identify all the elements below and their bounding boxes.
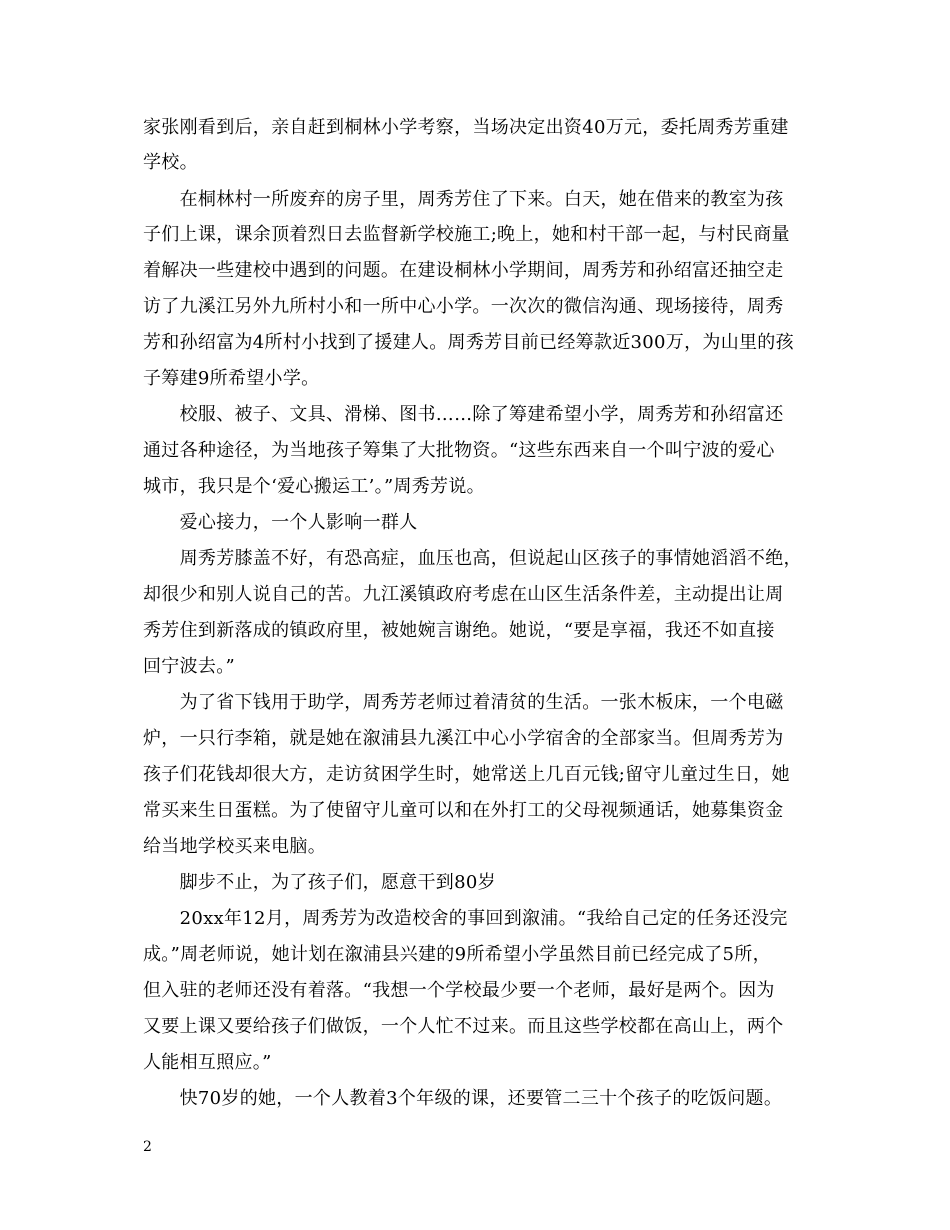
text-line: 为了省下钱用于助学，周秀芳老师过着清贫的生活。一张木板床，一个电磁 xyxy=(143,692,784,713)
text-line: 回宁波去。” xyxy=(143,656,236,677)
text-line: 在桐林村一所废弃的房子里，周秀芳住了下来。白天，她在借来的教室为孩 xyxy=(143,189,784,210)
section-heading: 爱心接力，一个人影响一群人 xyxy=(143,512,418,533)
text-line: 常买来生日蛋糕。为了使留守儿童可以和在外打工的父母视频通话，她募集资金 xyxy=(143,800,784,821)
page-number: 2 xyxy=(143,1139,152,1155)
text-line: 子们上课，课余顶着烈日去监督新学校施工;晚上，她和村干部一起，与村民商量 xyxy=(143,224,790,245)
text-line: 城市，我只是个‘爱心搬运工’。”周秀芳说。 xyxy=(143,476,485,497)
text-line: 炉，一只行李箱，就是她在溆浦县九溪江中心小学宿舍的全部家当。但周秀芳为 xyxy=(143,728,784,749)
text-line: 子筹建9所希望小学。 xyxy=(143,368,320,389)
text-line: 又要上课又要给孩子们做饭，一个人忙不过来。而且这些学校都在高山上，两个 xyxy=(143,1016,784,1037)
text-line: 给当地学校买来电脑。 xyxy=(143,836,326,857)
text-line: 着解决一些建校中遇到的问题。在建设桐林小学期间，周秀芳和孙绍富还抽空走 xyxy=(143,260,784,281)
text-line: 孩子们花钱却很大方，走访贫困学生时，她常送上几百元钱;留守儿童过生日，她 xyxy=(143,764,790,785)
text-line: 通过各种途径，为当地孩子筹集了大批物资。“这些东西来自一个叫宁波的爱心 xyxy=(143,440,775,461)
text-line: 校服、被子、文具、滑梯、图书……除了筹建希望小学，周秀芳和孙绍富还 xyxy=(143,404,784,425)
text-line: 秀芳住到新落成的镇政府里，被她婉言谢绝。她说，“要是享福，我还不如直接 xyxy=(143,620,775,641)
text-line: 芳和孙绍富为4所村小找到了援建人。周秀芳目前已经筹款近300万，为山里的孩 xyxy=(143,332,794,353)
text-line: 但入驻的老师还没有着落。“我想一个学校最少要一个老师，最好是两个。因为 xyxy=(143,980,775,1001)
text-line: 周秀芳膝盖不好，有恐高症，血压也高，但说起山区孩子的事情她滔滔不绝， xyxy=(143,548,802,569)
text-line: 快70岁的她，一个人教着3个年级的课，还要管二三十个孩子的吃饭问题。 xyxy=(143,1088,783,1109)
text-line: 却很少和别人说自己的苦。九江溪镇政府考虑在山区生活条件差，主动提出让周 xyxy=(143,584,784,605)
text-line: 20xx年12月，周秀芳为改造校舍的事回到溆浦。“我给自己定的任务还没完 xyxy=(143,908,788,929)
text-line: 人能相互照应。” xyxy=(143,1052,272,1073)
text-line: 访了九溪江另外九所村小和一所中心小学。一次次的微信沟通、现场接待，周秀 xyxy=(143,296,784,317)
section-heading: 脚步不止，为了孩子们，愿意干到80岁 xyxy=(143,872,496,893)
text-line: 学校。 xyxy=(143,152,198,173)
text-line: 家张刚看到后，亲自赶到桐林小学考察，当场决定出资40万元，委托周秀芳重建 xyxy=(143,117,789,138)
text-line: 成。”周老师说，她计划在溆浦县兴建的9所希望小学虽然目前已经完成了5所， xyxy=(143,944,771,965)
